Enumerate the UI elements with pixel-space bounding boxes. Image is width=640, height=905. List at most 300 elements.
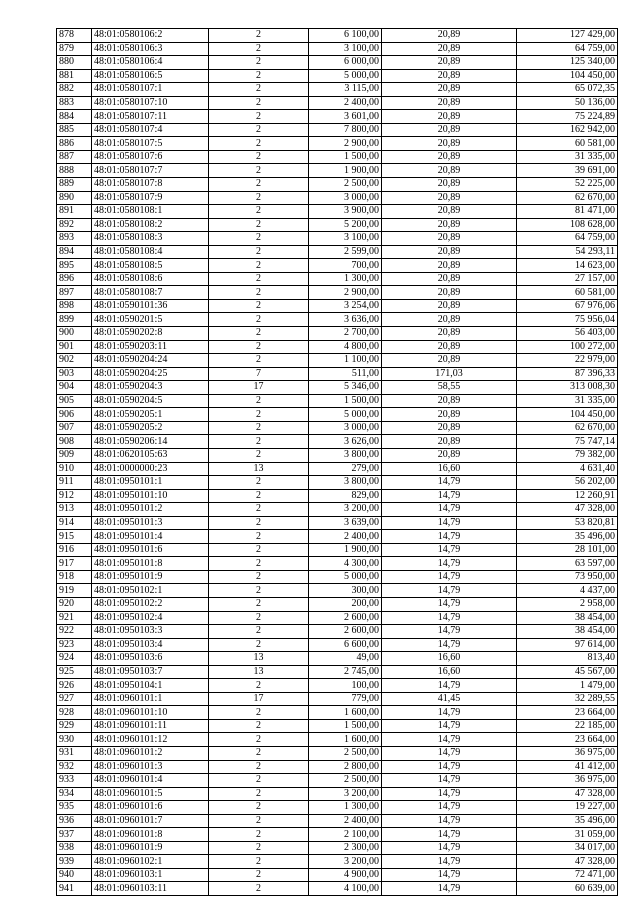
table-row <box>57 638 618 652</box>
cadastral-value-cell: 47 328,00 <box>517 855 618 869</box>
cadastral-number-cell: 48:01:0950103:7 <box>92 665 209 679</box>
row-number-cell: 889 <box>57 178 92 192</box>
cadastral-number-cell: 48:01:0580107:11 <box>92 110 209 124</box>
row-number-cell: 935 <box>57 801 92 815</box>
table-row <box>57 83 618 97</box>
cadastral-value-cell: 41 412,00 <box>517 760 618 774</box>
cadastral-value-cell: 47 328,00 <box>517 503 618 517</box>
specific-value-cell: 14,79 <box>382 543 517 557</box>
specific-value-cell: 20,89 <box>382 137 517 151</box>
cadastral-number-cell: 48:01:0950101:9 <box>92 570 209 584</box>
group-code-cell: 2 <box>209 178 309 192</box>
row-number-cell: 900 <box>57 327 92 341</box>
row-number-cell: 911 <box>57 476 92 490</box>
table-row <box>57 760 618 774</box>
group-code-cell: 2 <box>209 543 309 557</box>
cadastral-number-cell: 48:01:0960101:4 <box>92 774 209 788</box>
table-row <box>57 232 618 246</box>
table-row <box>57 408 618 422</box>
cadastral-value-cell: 1 479,00 <box>517 679 618 693</box>
group-code-cell: 2 <box>209 570 309 584</box>
area-cell: 511,00 <box>309 367 382 381</box>
row-number-cell: 921 <box>57 611 92 625</box>
cadastral-value-cell: 73 950,00 <box>517 570 618 584</box>
cadastral-number-cell: 48:01:0580108:3 <box>92 232 209 246</box>
group-code-cell: 2 <box>209 557 309 571</box>
row-number-cell: 891 <box>57 205 92 219</box>
cadastral-number-cell: 48:01:0950103:3 <box>92 625 209 639</box>
cadastral-value-cell: 27 157,00 <box>517 272 618 286</box>
row-number-cell: 914 <box>57 516 92 530</box>
group-code-cell: 2 <box>209 191 309 205</box>
row-number-cell: 892 <box>57 218 92 232</box>
area-cell: 5 000,00 <box>309 408 382 422</box>
cadastral-value-cell: 22 979,00 <box>517 354 618 368</box>
row-number-cell: 886 <box>57 137 92 151</box>
specific-value-cell: 20,89 <box>382 123 517 137</box>
cadastral-value-cell: 125 340,00 <box>517 56 618 70</box>
cadastral-value-cell: 127 429,00 <box>517 29 618 43</box>
area-cell: 2 400,00 <box>309 96 382 110</box>
specific-value-cell: 20,89 <box>382 205 517 219</box>
area-cell: 3 200,00 <box>309 503 382 517</box>
table-row <box>57 530 618 544</box>
area-cell: 6 000,00 <box>309 56 382 70</box>
specific-value-cell: 20,89 <box>382 218 517 232</box>
row-number-cell: 934 <box>57 787 92 801</box>
area-cell: 4 800,00 <box>309 340 382 354</box>
specific-value-cell: 14,79 <box>382 597 517 611</box>
area-cell: 1 600,00 <box>309 706 382 720</box>
area-cell: 2 900,00 <box>309 137 382 151</box>
area-cell: 1 500,00 <box>309 719 382 733</box>
area-cell: 3 800,00 <box>309 476 382 490</box>
cadastral-number-cell: 48:01:0960101:8 <box>92 828 209 842</box>
table-row <box>57 435 618 449</box>
group-code-cell: 2 <box>209 150 309 164</box>
table-row <box>57 272 618 286</box>
cadastral-number-cell: 48:01:0580108:4 <box>92 245 209 259</box>
group-code-cell: 2 <box>209 584 309 598</box>
area-cell: 3 639,00 <box>309 516 382 530</box>
table-row <box>57 191 618 205</box>
cadastral-value-cell: 23 664,00 <box>517 706 618 720</box>
table-row <box>57 205 618 219</box>
group-code-cell: 2 <box>209 516 309 530</box>
cadastral-number-cell: 48:01:0950101:8 <box>92 557 209 571</box>
specific-value-cell: 14,79 <box>382 625 517 639</box>
row-number-cell: 909 <box>57 448 92 462</box>
area-cell: 100,00 <box>309 679 382 693</box>
cadastral-value-cell: 79 382,00 <box>517 448 618 462</box>
area-cell: 49,00 <box>309 652 382 666</box>
row-number-cell: 939 <box>57 855 92 869</box>
area-cell: 6 100,00 <box>309 29 382 43</box>
table-row <box>57 516 618 530</box>
group-code-cell: 2 <box>209 205 309 219</box>
table-row <box>57 164 618 178</box>
cadastral-number-cell: 48:01:0590205:1 <box>92 408 209 422</box>
cadastral-number-cell: 48:01:0960101:6 <box>92 801 209 815</box>
table-row <box>57 476 618 490</box>
specific-value-cell: 20,89 <box>382 408 517 422</box>
group-code-cell: 2 <box>209 232 309 246</box>
cadastral-value-cell: 52 225,00 <box>517 178 618 192</box>
area-cell: 2 599,00 <box>309 245 382 259</box>
area-cell: 3 000,00 <box>309 191 382 205</box>
specific-value-cell: 14,79 <box>382 516 517 530</box>
cadastral-value-cell: 65 072,35 <box>517 83 618 97</box>
group-code-cell: 2 <box>209 814 309 828</box>
specific-value-cell: 14,79 <box>382 584 517 598</box>
group-code-cell: 2 <box>209 299 309 313</box>
cadastral-value-cell: 64 759,00 <box>517 42 618 56</box>
table-row <box>57 557 618 571</box>
specific-value-cell: 20,89 <box>382 150 517 164</box>
row-number-cell: 920 <box>57 597 92 611</box>
area-cell: 2 700,00 <box>309 327 382 341</box>
area-cell: 2 800,00 <box>309 760 382 774</box>
group-code-cell: 2 <box>209 774 309 788</box>
specific-value-cell: 14,79 <box>382 530 517 544</box>
group-code-cell: 2 <box>209 408 309 422</box>
row-number-cell: 926 <box>57 679 92 693</box>
group-code-cell: 2 <box>209 272 309 286</box>
cadastral-number-cell: 48:01:0580107:5 <box>92 137 209 151</box>
cadastral-number-cell: 48:01:0580108:5 <box>92 259 209 273</box>
cadastral-value-cell: 60 639,00 <box>517 882 618 896</box>
specific-value-cell: 14,79 <box>382 760 517 774</box>
row-number-cell: 896 <box>57 272 92 286</box>
row-number-cell: 917 <box>57 557 92 571</box>
cadastral-value-cell: 31 335,00 <box>517 394 618 408</box>
row-number-cell: 941 <box>57 882 92 896</box>
area-cell: 2 600,00 <box>309 611 382 625</box>
area-cell: 1 100,00 <box>309 354 382 368</box>
row-number-cell: 880 <box>57 56 92 70</box>
cadastral-value-cell: 75 956,04 <box>517 313 618 327</box>
specific-value-cell: 41,45 <box>382 692 517 706</box>
group-code-cell: 2 <box>209 340 309 354</box>
area-cell: 700,00 <box>309 259 382 273</box>
area-cell: 2 600,00 <box>309 625 382 639</box>
area-cell: 2 500,00 <box>309 746 382 760</box>
row-number-cell: 879 <box>57 42 92 56</box>
area-cell: 3 626,00 <box>309 435 382 449</box>
cadastral-number-cell: 48:01:0580106:3 <box>92 42 209 56</box>
group-code-cell: 2 <box>209 394 309 408</box>
cadastral-value-cell: 60 581,00 <box>517 137 618 151</box>
table-row <box>57 746 618 760</box>
area-cell: 829,00 <box>309 489 382 503</box>
cadastral-number-cell: 48:01:0580108:2 <box>92 218 209 232</box>
specific-value-cell: 20,89 <box>382 96 517 110</box>
table-row <box>57 503 618 517</box>
specific-value-cell: 20,89 <box>382 435 517 449</box>
cadastral-value-cell: 45 567,00 <box>517 665 618 679</box>
cadastral-value-cell: 31 335,00 <box>517 150 618 164</box>
group-code-cell: 2 <box>209 123 309 137</box>
area-cell: 2 400,00 <box>309 530 382 544</box>
row-number-cell: 925 <box>57 665 92 679</box>
specific-value-cell: 20,89 <box>382 313 517 327</box>
row-number-cell: 893 <box>57 232 92 246</box>
cadastral-value-cell: 62 670,00 <box>517 191 618 205</box>
cadastral-value-cell: 23 664,00 <box>517 733 618 747</box>
row-number-cell: 901 <box>57 340 92 354</box>
cadastral-number-cell: 48:01:0960101:10 <box>92 706 209 720</box>
area-cell: 2 300,00 <box>309 841 382 855</box>
row-number-cell: 910 <box>57 462 92 476</box>
table-row <box>57 29 618 43</box>
group-code-cell: 2 <box>209 787 309 801</box>
area-cell: 6 600,00 <box>309 638 382 652</box>
area-cell: 3 115,00 <box>309 83 382 97</box>
cadastral-value-cell: 64 759,00 <box>517 232 618 246</box>
specific-value-cell: 20,89 <box>382 29 517 43</box>
cadastral-value-cell: 67 976,06 <box>517 299 618 313</box>
table-row <box>57 868 618 882</box>
specific-value-cell: 14,79 <box>382 570 517 584</box>
cadastral-number-cell: 48:01:0590205:2 <box>92 421 209 435</box>
table-row <box>57 354 618 368</box>
group-code-cell: 2 <box>209 611 309 625</box>
table-row <box>57 340 618 354</box>
table-body <box>57 29 618 896</box>
cadastral-value-cell: 31 059,00 <box>517 828 618 842</box>
cadastral-number-cell: 48:01:0000000:23 <box>92 462 209 476</box>
cadastral-number-cell: 48:01:0580107:9 <box>92 191 209 205</box>
cadastral-number-cell: 48:01:0950103:4 <box>92 638 209 652</box>
group-code-cell: 13 <box>209 462 309 476</box>
cadastral-number-cell: 48:01:0960101:5 <box>92 787 209 801</box>
cadastral-number-cell: 48:01:0590101:36 <box>92 299 209 313</box>
row-number-cell: 905 <box>57 394 92 408</box>
area-cell: 3 100,00 <box>309 232 382 246</box>
cadastral-number-cell: 48:01:0960101:1 <box>92 692 209 706</box>
specific-value-cell: 20,89 <box>382 340 517 354</box>
row-number-cell: 923 <box>57 638 92 652</box>
table-row <box>57 367 618 381</box>
group-code-cell: 2 <box>209 476 309 490</box>
cadastral-value-cell: 12 260,91 <box>517 489 618 503</box>
table-row <box>57 286 618 300</box>
area-cell: 5 346,00 <box>309 381 382 395</box>
row-number-cell: 928 <box>57 706 92 720</box>
table-row <box>57 327 618 341</box>
row-number-cell: 895 <box>57 259 92 273</box>
cadastral-value-cell: 62 670,00 <box>517 421 618 435</box>
row-number-cell: 919 <box>57 584 92 598</box>
table-row <box>57 462 618 476</box>
table-row <box>57 313 618 327</box>
row-number-cell: 884 <box>57 110 92 124</box>
cadastral-number-cell: 48:01:0950101:3 <box>92 516 209 530</box>
row-number-cell: 916 <box>57 543 92 557</box>
cadastral-number-cell: 48:01:0580107:6 <box>92 150 209 164</box>
group-code-cell: 2 <box>209 530 309 544</box>
group-code-cell: 2 <box>209 489 309 503</box>
table-row <box>57 787 618 801</box>
cadastral-value-cell: 56 202,00 <box>517 476 618 490</box>
group-code-cell: 2 <box>209 706 309 720</box>
cadastral-value-cell: 104 450,00 <box>517 408 618 422</box>
cadastral-number-cell: 48:01:0580108:6 <box>92 272 209 286</box>
table-row <box>57 597 618 611</box>
row-number-cell: 906 <box>57 408 92 422</box>
group-code-cell: 2 <box>209 164 309 178</box>
area-cell: 1 300,00 <box>309 801 382 815</box>
cadastral-number-cell: 48:01:0590201:5 <box>92 313 209 327</box>
cadastral-value-cell: 63 597,00 <box>517 557 618 571</box>
cadastral-value-cell: 162 942,00 <box>517 123 618 137</box>
table-row <box>57 814 618 828</box>
specific-value-cell: 20,89 <box>382 448 517 462</box>
group-code-cell: 2 <box>209 110 309 124</box>
table-row <box>57 841 618 855</box>
group-code-cell: 2 <box>209 56 309 70</box>
area-cell: 779,00 <box>309 692 382 706</box>
cadastral-value-cell: 4 437,00 <box>517 584 618 598</box>
specific-value-cell: 14,79 <box>382 557 517 571</box>
specific-value-cell: 14,79 <box>382 489 517 503</box>
cadastral-number-cell: 48:01:0950103:6 <box>92 652 209 666</box>
table-row <box>57 570 618 584</box>
specific-value-cell: 20,89 <box>382 164 517 178</box>
cadastral-number-cell: 48:01:0960103:1 <box>92 868 209 882</box>
group-code-cell: 2 <box>209 746 309 760</box>
cadastral-value-cell: 53 820,81 <box>517 516 618 530</box>
area-cell: 1 500,00 <box>309 394 382 408</box>
table-row <box>57 584 618 598</box>
table-row <box>57 543 618 557</box>
specific-value-cell: 58,55 <box>382 381 517 395</box>
area-cell: 3 636,00 <box>309 313 382 327</box>
cadastral-number-cell: 48:01:0580106:5 <box>92 69 209 83</box>
area-cell: 2 500,00 <box>309 178 382 192</box>
cadastral-value-cell: 104 450,00 <box>517 69 618 83</box>
table-row <box>57 882 618 896</box>
row-number-cell: 930 <box>57 733 92 747</box>
row-number-cell: 915 <box>57 530 92 544</box>
cadastral-number-cell: 48:01:0950102:4 <box>92 611 209 625</box>
group-code-cell: 2 <box>209 245 309 259</box>
row-number-cell: 907 <box>57 421 92 435</box>
group-code-cell: 2 <box>209 733 309 747</box>
table-row <box>57 692 618 706</box>
group-code-cell: 2 <box>209 435 309 449</box>
specific-value-cell: 14,79 <box>382 679 517 693</box>
group-code-cell: 2 <box>209 96 309 110</box>
table-row <box>57 679 618 693</box>
group-code-cell: 2 <box>209 841 309 855</box>
group-code-cell: 2 <box>209 137 309 151</box>
area-cell: 3 601,00 <box>309 110 382 124</box>
cadastral-number-cell: 48:01:0950102:1 <box>92 584 209 598</box>
row-number-cell: 933 <box>57 774 92 788</box>
row-number-cell: 936 <box>57 814 92 828</box>
area-cell: 1 300,00 <box>309 272 382 286</box>
row-number-cell: 924 <box>57 652 92 666</box>
cadastral-number-cell: 48:01:0950101:1 <box>92 476 209 490</box>
specific-value-cell: 14,79 <box>382 814 517 828</box>
cadastral-value-cell: 100 272,00 <box>517 340 618 354</box>
row-number-cell: 890 <box>57 191 92 205</box>
group-code-cell: 2 <box>209 828 309 842</box>
specific-value-cell: 14,79 <box>382 503 517 517</box>
cadastral-number-cell: 48:01:0950101:10 <box>92 489 209 503</box>
area-cell: 300,00 <box>309 584 382 598</box>
area-cell: 279,00 <box>309 462 382 476</box>
group-code-cell: 17 <box>209 381 309 395</box>
row-number-cell: 888 <box>57 164 92 178</box>
cadastral-value-cell: 36 975,00 <box>517 746 618 760</box>
cadastral-value-cell: 32 289,55 <box>517 692 618 706</box>
row-number-cell: 922 <box>57 625 92 639</box>
specific-value-cell: 20,89 <box>382 110 517 124</box>
row-number-cell: 932 <box>57 760 92 774</box>
area-cell: 1 500,00 <box>309 150 382 164</box>
cadastral-value-cell: 87 396,33 <box>517 367 618 381</box>
area-cell: 2 745,00 <box>309 665 382 679</box>
group-code-cell: 2 <box>209 286 309 300</box>
group-code-cell: 2 <box>209 868 309 882</box>
row-number-cell: 898 <box>57 299 92 313</box>
cadastral-value-cell: 39 691,00 <box>517 164 618 178</box>
table-row <box>57 828 618 842</box>
specific-value-cell: 20,89 <box>382 286 517 300</box>
specific-value-cell: 14,79 <box>382 611 517 625</box>
cadastral-value-cell: 72 471,00 <box>517 868 618 882</box>
specific-value-cell: 14,79 <box>382 719 517 733</box>
table-row <box>57 178 618 192</box>
table-row <box>57 719 618 733</box>
specific-value-cell: 20,89 <box>382 191 517 205</box>
cadastral-value-table <box>56 28 618 896</box>
row-number-cell: 940 <box>57 868 92 882</box>
table-row <box>57 489 618 503</box>
cadastral-value-cell: 28 101,00 <box>517 543 618 557</box>
table-row <box>57 69 618 83</box>
area-cell: 4 900,00 <box>309 868 382 882</box>
cadastral-number-cell: 48:01:0580106:2 <box>92 29 209 43</box>
table-row <box>57 110 618 124</box>
area-cell: 3 100,00 <box>309 42 382 56</box>
cadastral-number-cell: 48:01:0960101:2 <box>92 746 209 760</box>
specific-value-cell: 14,79 <box>382 746 517 760</box>
specific-value-cell: 14,79 <box>382 828 517 842</box>
cadastral-value-cell: 81 471,00 <box>517 205 618 219</box>
specific-value-cell: 20,89 <box>382 327 517 341</box>
area-cell: 3 000,00 <box>309 421 382 435</box>
specific-value-cell: 14,79 <box>382 855 517 869</box>
table-row <box>57 56 618 70</box>
row-number-cell: 931 <box>57 746 92 760</box>
cadastral-number-cell: 48:01:0580108:7 <box>92 286 209 300</box>
specific-value-cell: 16,60 <box>382 665 517 679</box>
row-number-cell: 897 <box>57 286 92 300</box>
cadastral-number-cell: 48:01:0960102:1 <box>92 855 209 869</box>
table-row <box>57 218 618 232</box>
table-row <box>57 137 618 151</box>
specific-value-cell: 14,79 <box>382 733 517 747</box>
table-row <box>57 421 618 435</box>
area-cell: 1 900,00 <box>309 543 382 557</box>
group-code-cell: 2 <box>209 638 309 652</box>
specific-value-cell: 20,89 <box>382 259 517 273</box>
specific-value-cell: 16,60 <box>382 652 517 666</box>
group-code-cell: 2 <box>209 259 309 273</box>
